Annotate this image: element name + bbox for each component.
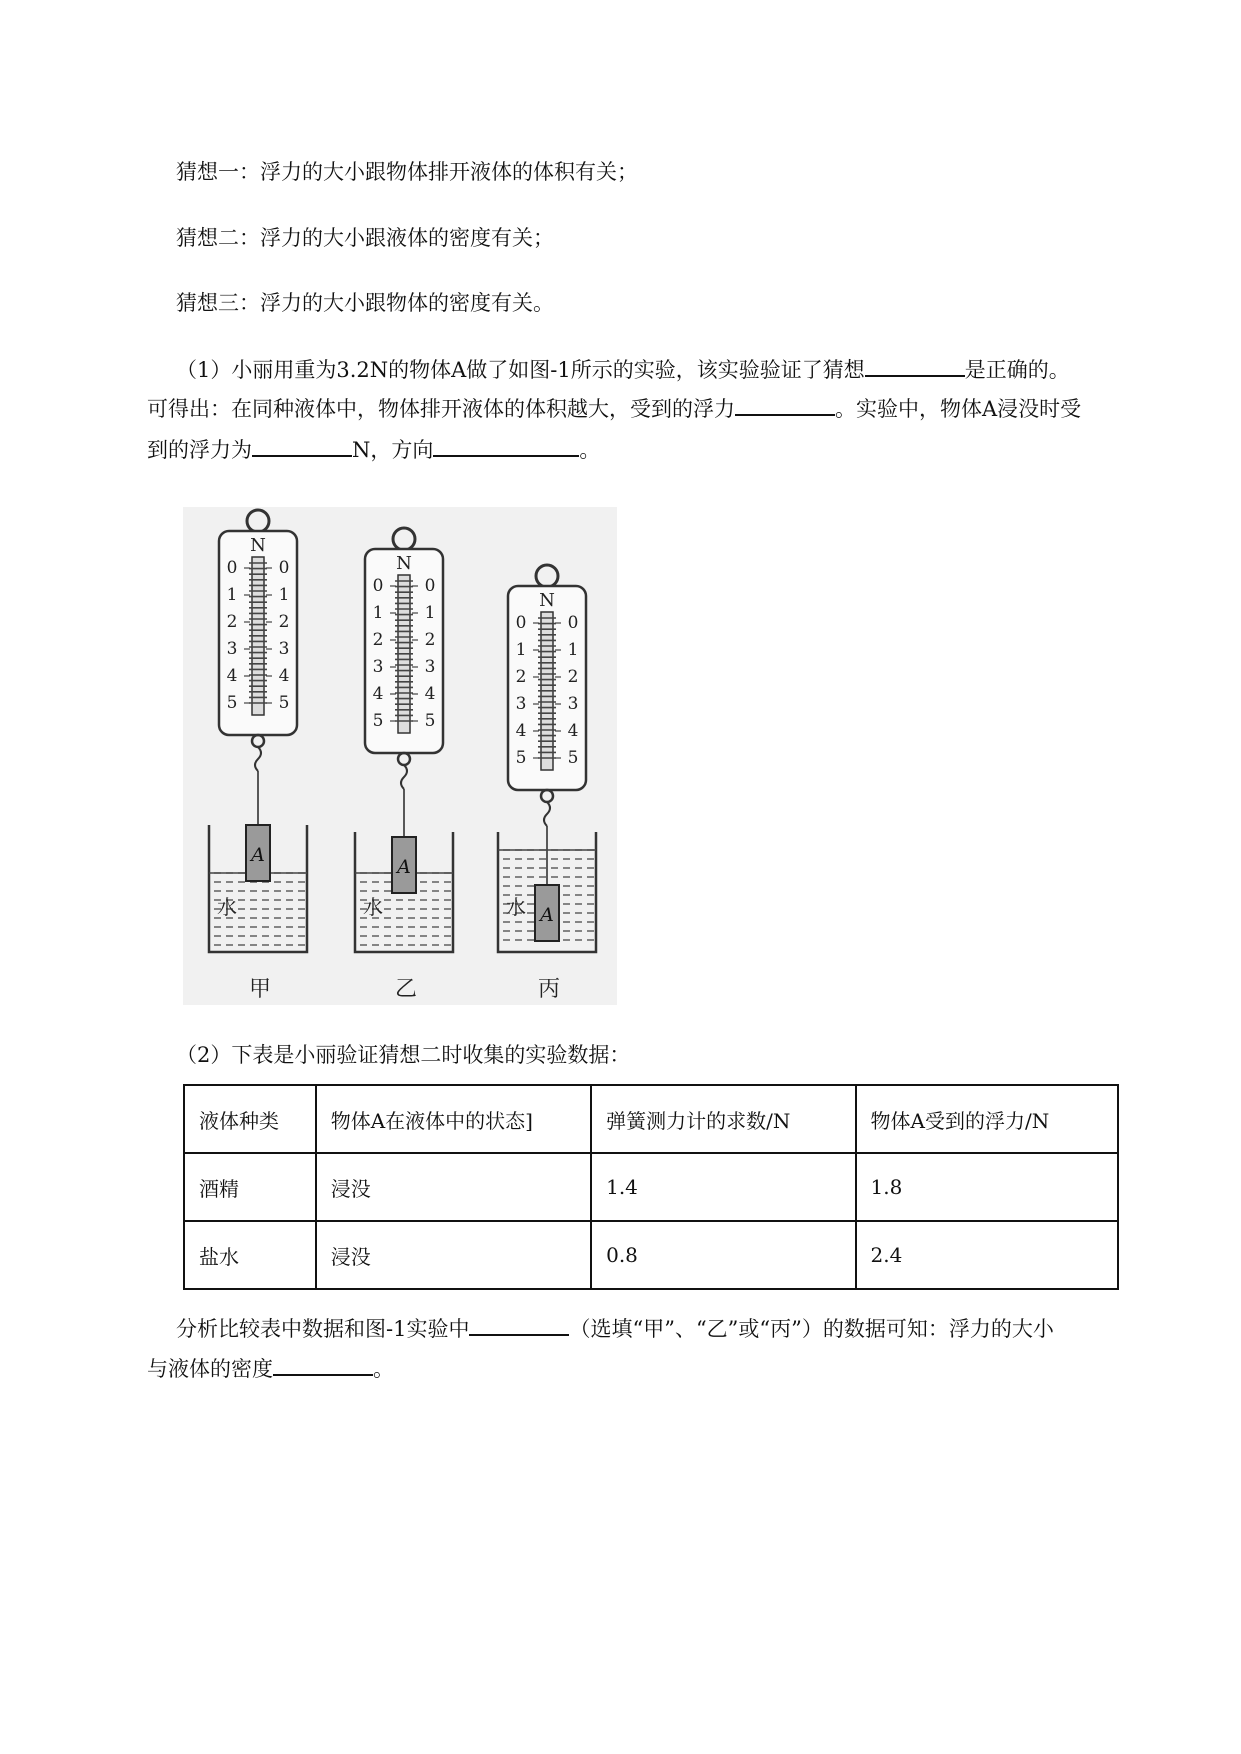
scale-number-left: 2 bbox=[372, 630, 384, 650]
figure-caption: 甲 bbox=[248, 977, 272, 1002]
table-header-cell: 物体A受到的浮力/N bbox=[856, 1085, 1118, 1153]
question-1-text-a: （1）小丽用重为3.2N的物体A做了如图-1所示的实验，该实验验证了猜想 bbox=[176, 358, 865, 382]
scale-number-right: 1 bbox=[424, 603, 436, 623]
hanging-ring-icon bbox=[247, 510, 269, 532]
scale-number-right: 4 bbox=[424, 684, 436, 704]
scale-number-right: 3 bbox=[567, 694, 579, 714]
scale-number-left: 5 bbox=[226, 693, 238, 713]
bottom-ring-icon bbox=[398, 753, 410, 765]
scale-number-right: 5 bbox=[567, 748, 579, 768]
water-label: 水 bbox=[363, 895, 383, 919]
scale-number-left: 2 bbox=[226, 612, 238, 632]
scale-unit-label: N bbox=[250, 535, 266, 556]
answer-blank-hypothesis bbox=[865, 357, 965, 377]
question-1-line-3 bbox=[147, 437, 600, 463]
scale-number-left: 4 bbox=[226, 666, 238, 686]
hanging-ring-icon bbox=[393, 528, 415, 550]
figure-caption: 乙 bbox=[394, 977, 418, 1002]
scale-number-right: 3 bbox=[278, 639, 290, 659]
question-1-text-c: 可得出：在同种液体中，物体排开液体的体积越大，受到的浮力 bbox=[147, 397, 735, 421]
water-label: 水 bbox=[217, 895, 237, 919]
table-cell: 酒精 bbox=[184, 1153, 316, 1221]
scale-number-right: 1 bbox=[567, 640, 579, 660]
table-header-cell: 物体A在液体中的状态] bbox=[316, 1085, 591, 1153]
question-1-text-b: 是正确的。 bbox=[964, 358, 1070, 382]
hypothesis-1: 猜想一：浮力的大小跟物体排开液体的体积有关； bbox=[176, 160, 638, 184]
answer-blank-direction bbox=[433, 437, 579, 457]
object-a-label: A bbox=[540, 904, 554, 926]
scale-unit-label: N bbox=[396, 553, 412, 574]
scale-number-right: 5 bbox=[278, 693, 290, 713]
analysis-text-b: （选填“甲”、“乙”或“丙”）的数据可知：浮力的大小 bbox=[569, 1317, 1054, 1341]
answer-blank-experiment bbox=[469, 1316, 569, 1336]
table-cell: 1.4 bbox=[591, 1153, 855, 1221]
table-row bbox=[184, 1153, 1118, 1221]
scale-number-left: 4 bbox=[515, 721, 527, 741]
analysis-text-c: 与液体的密度 bbox=[147, 1357, 273, 1381]
question-1-line-2 bbox=[147, 396, 1081, 422]
scale-unit-label: N bbox=[539, 590, 555, 611]
table-header-cell: 弹簧测力计的求数/N bbox=[591, 1085, 855, 1153]
scale-number-right: 0 bbox=[278, 558, 290, 578]
scale-number-left: 0 bbox=[372, 576, 384, 596]
water-label: 水 bbox=[506, 895, 526, 919]
answer-blank-buoyancy-value bbox=[252, 437, 352, 457]
hypothesis-2: 猜想二：浮力的大小跟液体的密度有关； bbox=[176, 226, 554, 250]
scale-number-right: 0 bbox=[567, 613, 579, 633]
question-1-text-g: 。 bbox=[579, 438, 601, 462]
scale-number-left: 1 bbox=[226, 585, 238, 605]
scale-number-left: 3 bbox=[372, 657, 384, 677]
table-cell: 盐水 bbox=[184, 1221, 316, 1289]
scale-number-left: 3 bbox=[226, 639, 238, 659]
question-1-text-f: N，方向 bbox=[352, 438, 434, 462]
analysis-line-1 bbox=[176, 1316, 1054, 1342]
table-header-row bbox=[184, 1085, 1118, 1153]
hanging-ring-icon bbox=[536, 565, 558, 587]
table-row bbox=[184, 1221, 1118, 1289]
scale-number-left: 1 bbox=[372, 603, 384, 623]
figure-caption: 丙 bbox=[537, 977, 561, 1002]
scale-number-right: 2 bbox=[424, 630, 436, 650]
bottom-ring-icon bbox=[252, 735, 264, 747]
analysis-text-a: 分析比较表中数据和图-1实验中 bbox=[176, 1317, 470, 1341]
hook-icon bbox=[401, 765, 407, 789]
object-a-label: A bbox=[397, 856, 411, 878]
hypothesis-3: 猜想三：浮力的大小跟物体的密度有关。 bbox=[176, 291, 554, 315]
question-2-intro: （2）下表是小丽验证猜想二时收集的实验数据： bbox=[176, 1043, 631, 1067]
answer-blank-density-relation bbox=[273, 1356, 373, 1376]
scale-number-left: 1 bbox=[515, 640, 527, 660]
table-cell: 浸没 bbox=[316, 1221, 591, 1289]
figure-spring-scales bbox=[183, 507, 617, 1005]
bottom-ring-icon bbox=[541, 790, 553, 802]
scale-number-left: 0 bbox=[226, 558, 238, 578]
object-a-label: A bbox=[251, 844, 265, 866]
figure-svg bbox=[183, 507, 617, 1005]
table-cell: 0.8 bbox=[591, 1221, 855, 1289]
scale-number-right: 4 bbox=[278, 666, 290, 686]
table-header-cell: 液体种类 bbox=[184, 1085, 316, 1153]
scale-number-left: 5 bbox=[372, 711, 384, 731]
scale-number-right: 5 bbox=[424, 711, 436, 731]
table-cell: 2.4 bbox=[856, 1221, 1118, 1289]
scale-number-right: 3 bbox=[424, 657, 436, 677]
scale-number-left: 0 bbox=[515, 613, 527, 633]
table-cell: 1.8 bbox=[856, 1153, 1118, 1221]
scale-number-right: 0 bbox=[424, 576, 436, 596]
scale-number-right: 4 bbox=[567, 721, 579, 741]
table-cell: 浸没 bbox=[316, 1153, 591, 1221]
analysis-text-d: 。 bbox=[373, 1357, 394, 1381]
scale-number-left: 2 bbox=[515, 667, 527, 687]
hook-icon bbox=[544, 802, 550, 826]
scale-number-left: 3 bbox=[515, 694, 527, 714]
analysis-line-2 bbox=[147, 1356, 394, 1382]
question-1-line-1 bbox=[176, 357, 1070, 383]
answer-blank-buoyancy-trend bbox=[735, 396, 835, 416]
question-1-text-d: 。实验中，物体A浸没时受 bbox=[835, 397, 1082, 421]
hook-icon bbox=[255, 747, 261, 771]
scale-number-left: 5 bbox=[515, 748, 527, 768]
question-1-text-e: 到的浮力为 bbox=[147, 438, 252, 462]
data-table bbox=[183, 1084, 1119, 1290]
scale-number-right: 1 bbox=[278, 585, 290, 605]
scale-number-left: 4 bbox=[372, 684, 384, 704]
scale-number-right: 2 bbox=[278, 612, 290, 632]
scale-number-right: 2 bbox=[567, 667, 579, 687]
